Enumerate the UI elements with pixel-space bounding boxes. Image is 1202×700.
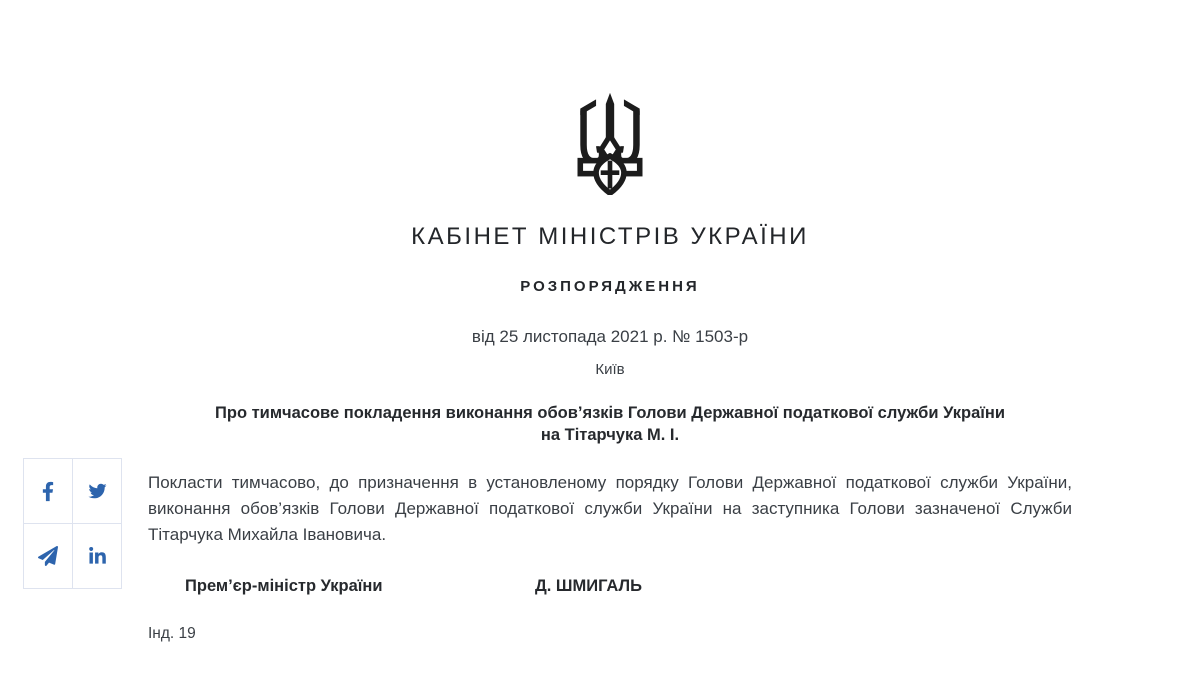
date-number-line: від 25 листопада 2021 р. № 1503-р bbox=[471, 327, 749, 346]
telegram-icon bbox=[38, 546, 58, 566]
share-twitter-button[interactable] bbox=[72, 458, 122, 524]
index-note: Інд. 19 bbox=[148, 625, 196, 642]
decree-title: Про тимчасове покладення виконання обов’язків Голови Державної податкової служби України на Тітарчука М. І. bbox=[215, 404, 1005, 444]
share-panel bbox=[23, 458, 124, 589]
share-telegram-button[interactable] bbox=[23, 523, 73, 589]
place-name: Київ bbox=[595, 361, 625, 378]
decree-document bbox=[148, 91, 1072, 643]
signatory-name: Д. ШМИГАЛЬ bbox=[535, 577, 642, 595]
linkedin-icon bbox=[89, 547, 106, 566]
share-facebook-button[interactable] bbox=[23, 458, 73, 524]
decree-body: Покласти тимчасово, до призначення в установленому порядку Голови Державної податкової служби України, виконання обов’язків Голови Державної податкової служби України на заступника Голови зазначеної Служби Тітарчука Михайла Івановича. bbox=[148, 473, 1072, 544]
coat-of-arms-icon bbox=[148, 91, 1072, 195]
document-type: РОЗПОРЯДЖЕННЯ bbox=[520, 278, 700, 295]
twitter-icon bbox=[87, 482, 108, 500]
signature-row bbox=[148, 576, 1072, 596]
share-linkedin-button[interactable] bbox=[72, 523, 122, 589]
signatory-position: Прем’єр-міністр України bbox=[185, 577, 383, 595]
facebook-icon bbox=[42, 481, 54, 502]
org-name: КАБІНЕТ МІНІСТРІВ УКРАЇНИ bbox=[411, 223, 809, 250]
